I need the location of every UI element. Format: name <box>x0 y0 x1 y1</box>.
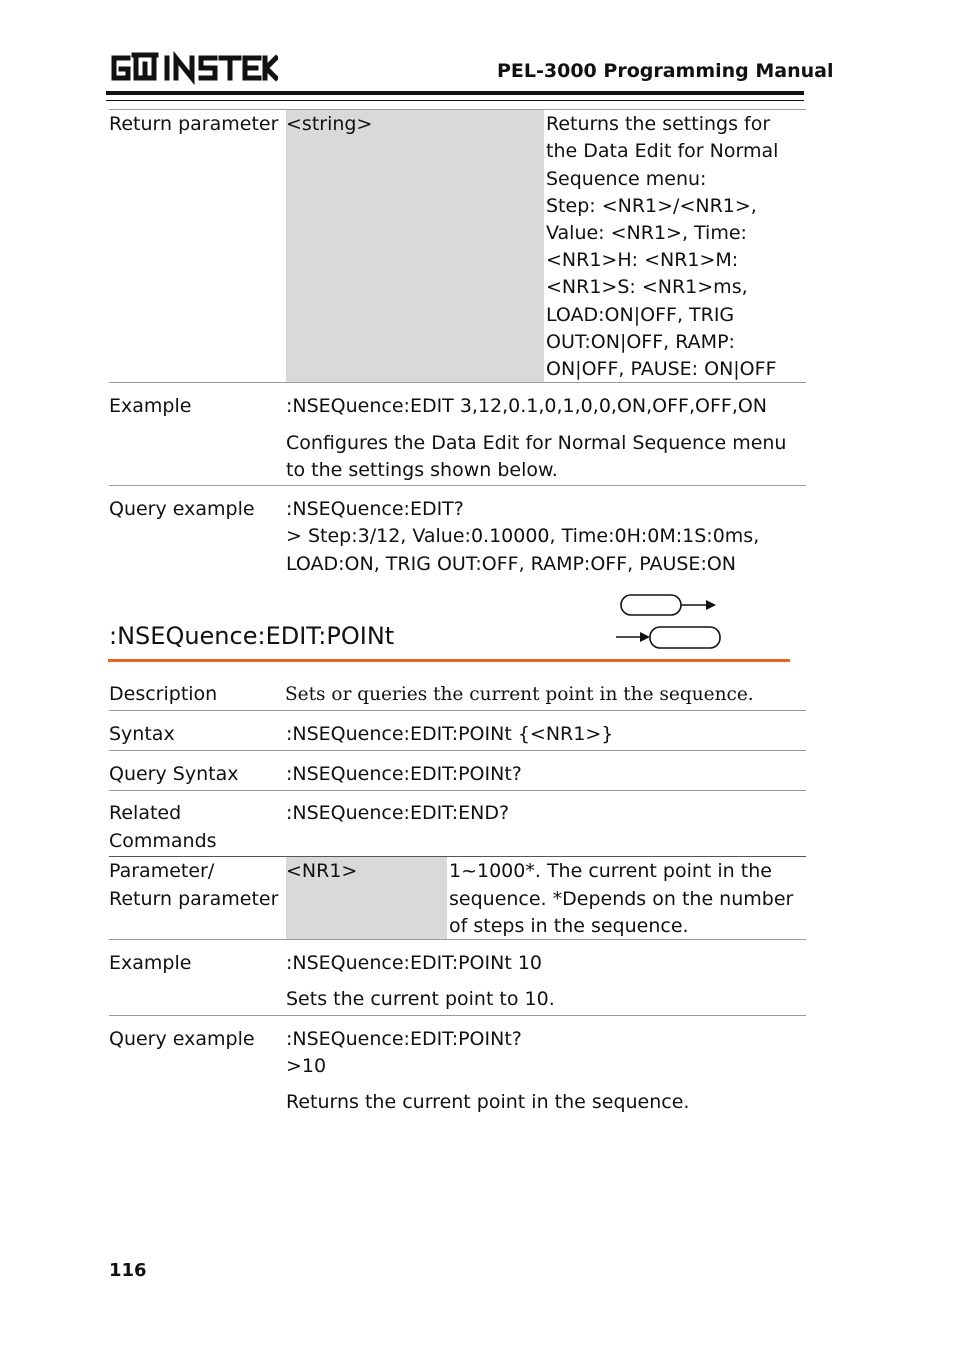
query-example-line: > Step:3/12, Value:0.10000, Time:0H:0M:1S:0ms, <box>286 525 760 547</box>
return-parameter-desc-line: Value: <NR1>, Time: <box>546 222 747 244</box>
header-rule-thin <box>106 100 804 101</box>
table-rule <box>109 485 806 486</box>
query-example-label: Query example <box>109 498 255 520</box>
description-text: Sets or queries the current point in the sequence. <box>285 684 754 705</box>
return-parameter-desc-line: <NR1>H: <NR1>M: <box>546 249 739 271</box>
example-label: Example <box>109 952 192 974</box>
example-label: Example <box>109 395 192 417</box>
parameter-label: Parameter/ <box>109 860 215 882</box>
set-command-icon <box>621 595 716 615</box>
return-parameter-desc-line: the Data Edit for Normal <box>546 140 779 162</box>
set-query-icons <box>614 592 724 652</box>
table-rule <box>109 1015 806 1016</box>
return-parameter-desc-line: OUT:ON|OFF, RAMP: <box>546 331 735 353</box>
return-parameter-label: Return parameter <box>109 113 279 135</box>
example-desc-line: to the settings shown below. <box>286 459 558 481</box>
syntax-label: Syntax <box>109 723 175 745</box>
table-rule <box>109 382 806 383</box>
query-syntax-label: Query Syntax <box>109 763 239 785</box>
query-command-icon <box>616 627 720 648</box>
related-commands-label: Related <box>109 802 182 824</box>
page-number: 116 <box>109 1260 147 1281</box>
parameter-type: <NR1> <box>286 860 358 882</box>
description-label: Description <box>109 683 218 705</box>
query-example-line: >10 <box>286 1055 327 1077</box>
query-example-line: :NSEQuence:EDIT:POINt? <box>286 1028 522 1050</box>
section-rule <box>108 659 790 662</box>
table-rule <box>109 710 806 711</box>
query-example-line: LOAD:ON, TRIG OUT:OFF, RAMP:OFF, PAUSE:ON <box>286 553 737 575</box>
query-syntax-text: :NSEQuence:EDIT:POINt? <box>286 763 522 785</box>
manual-title: PEL-3000 Programming Manual <box>497 60 834 82</box>
table-rule <box>109 790 806 791</box>
table-rule <box>109 750 806 751</box>
return-parameter-desc-line: LOAD:ON|OFF, TRIG <box>546 304 735 326</box>
example-desc-line: Configures the Data Edit for Normal Sequence menu <box>286 432 787 454</box>
query-example-line: :NSEQuence:EDIT? <box>286 498 464 520</box>
parameter-desc-line: sequence. *Depends on the number <box>449 888 794 910</box>
type-cell-shade <box>286 110 544 382</box>
return-parameter-desc-line: Step: <NR1>/<NR1>, <box>546 195 757 217</box>
example-command: :NSEQuence:EDIT:POINt 10 <box>286 952 542 974</box>
return-parameter-desc-line: Returns the settings for <box>546 113 771 135</box>
example-command: :NSEQuence:EDIT 3,12,0.1,0,1,0,0,ON,OFF,OFF,ON <box>286 395 768 417</box>
example-desc: Sets the current point to 10. <box>286 988 555 1010</box>
query-example-label: Query example <box>109 1028 255 1050</box>
related-commands-text: :NSEQuence:EDIT:END? <box>286 802 510 824</box>
return-parameter-desc-line: Sequence menu: <box>546 168 707 190</box>
return-parameter-type: <string> <box>286 113 373 135</box>
return-parameter-desc-line: <NR1>S: <NR1>ms, <box>546 276 748 298</box>
return-parameter-desc-line: ON|OFF, PAUSE: ON|OFF <box>546 358 777 380</box>
syntax-text: :NSEQuence:EDIT:POINt {<NR1>} <box>286 723 614 745</box>
parameter-desc-line: of steps in the sequence. <box>449 915 689 937</box>
related-commands-label: Commands <box>109 830 217 852</box>
parameter-desc-line: 1~1000*. The current point in the <box>449 860 772 882</box>
gw-instek-logo <box>108 50 278 88</box>
table-rule <box>109 939 806 940</box>
table-rule <box>109 856 806 857</box>
header-rule <box>106 91 804 95</box>
section-title: :NSEQuence:EDIT:POINt <box>109 622 395 650</box>
query-example-desc: Returns the current point in the sequence. <box>286 1091 690 1113</box>
parameter-label: Return parameter <box>109 888 279 910</box>
